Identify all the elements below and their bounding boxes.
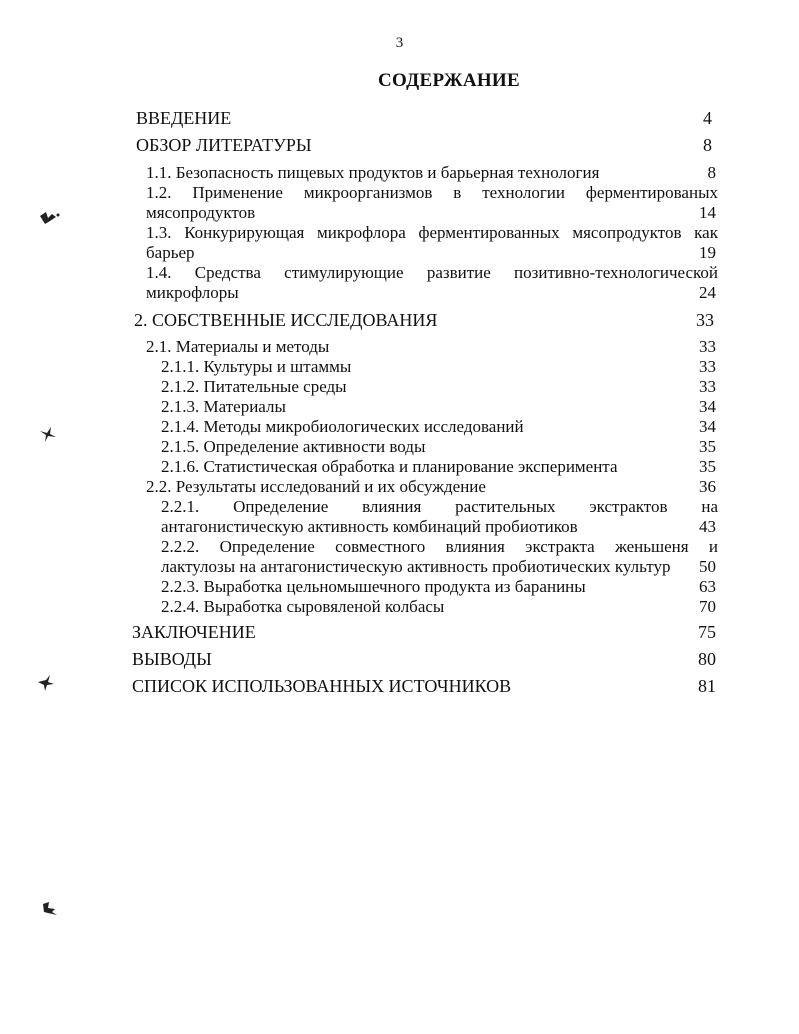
toc-entry-2-2-1-line1: 2.2.1. Определение влияния растительных экстрактов на — [161, 497, 718, 516]
toc-page-2-1-3: 34 — [699, 397, 716, 416]
toc-entry-2-2: 2.2. Результаты исследований и их обсуждение — [146, 477, 486, 496]
toc-page-intro: 4 — [703, 108, 712, 128]
toc-page-2-2-2: 50 — [699, 557, 716, 576]
page-number: 3 — [395, 35, 404, 51]
toc-entry-2-2-3: 2.2.3. Выработка цельномышечного продукта из баранины — [161, 577, 586, 596]
toc-entry-2-1-1: 2.1.1. Культуры и штаммы — [161, 357, 352, 376]
toc-entry-2-1-5: 2.1.5. Определение активности воды — [161, 437, 426, 456]
toc-entry-1-2-line2: мясопродуктов — [146, 203, 256, 222]
toc-entry-1-2-line1: 1.2. Применение микроорганизмов в технологии ферментированых — [146, 183, 718, 202]
toc-entry-2-2-1-line2: антагонистическую активность комбинаций пробиотиков — [161, 517, 578, 536]
toc-entry-1-1: 1.1. Безопасность пищевых продуктов и барьерная технология — [146, 163, 600, 182]
toc-entry-1-3-line1: 1.3. Конкурирующая микрофлора ферментированных мясопродуктов как — [146, 223, 718, 242]
toc-page-1-2: 14 — [699, 203, 716, 222]
toc-page-2-1: 33 — [699, 337, 716, 356]
toc-page-2-1-6: 35 — [699, 457, 716, 476]
toc-entry-2-1: 2.1. Материалы и методы — [146, 337, 330, 356]
toc-page-1-4: 24 — [699, 283, 716, 302]
toc-entry-1-4-line2: микрофлоры — [146, 283, 239, 302]
toc-page-review: 8 — [703, 135, 712, 155]
toc-page-own-research: 33 — [696, 310, 714, 330]
punch-hole-mark-icon — [36, 674, 56, 692]
toc-page-conclusion: 75 — [698, 622, 716, 642]
page-title: СОДЕРЖАНИЕ — [378, 70, 520, 91]
toc-page-2-1-5: 35 — [699, 437, 716, 456]
toc-entry-2-2-2-line1: 2.2.2. Определение совместного влияния экстракта женьшеня и — [161, 537, 718, 556]
toc-entry-2-1-2: 2.1.2. Питательные среды — [161, 377, 347, 396]
toc-entry-1-4-line1: 1.4. Средства стимулирующие развитие позитивно-технологической — [146, 263, 718, 282]
toc-entry-2-1-4: 2.1.4. Методы микробиологических исследований — [161, 417, 524, 436]
toc-page-2-1-4: 34 — [699, 417, 716, 436]
toc-page-2-2-3: 63 — [699, 577, 716, 596]
toc-entry-2-2-4: 2.2.4. Выработка сыровяленой колбасы — [161, 597, 445, 616]
toc-entry-conclusion: ЗАКЛЮЧЕНИЕ — [132, 622, 256, 642]
toc-entry-1-3-line2: барьер — [146, 243, 195, 262]
toc-page-2-1-1: 33 — [699, 357, 716, 376]
toc-page-1-1: 8 — [707, 163, 716, 182]
toc-page-findings: 80 — [698, 649, 716, 669]
toc-entry-findings: ВЫВОДЫ — [132, 649, 212, 669]
toc-page-2-2-4: 70 — [699, 597, 716, 616]
toc-entry-own-research: 2. СОБСТВЕННЫЕ ИССЛЕДОВАНИЯ — [134, 310, 438, 330]
toc-page-2-2-1: 43 — [699, 517, 716, 536]
toc-page-1-3: 19 — [699, 243, 716, 262]
toc-entry-sources: СПИСОК ИСПОЛЬЗОВАННЫХ ИСТОЧНИКОВ — [132, 676, 512, 696]
punch-hole-mark-icon — [38, 425, 58, 443]
toc-entry-intro: ВВЕДЕНИЕ — [136, 108, 232, 128]
toc-entry-2-1-3: 2.1.3. Материалы — [161, 397, 286, 416]
toc-entry-review: ОБЗОР ЛИТЕРАТУРЫ — [136, 135, 312, 155]
toc-entry-2-2-2-line2: лактулозы на антагонистическую активность пробиотических культур — [161, 557, 671, 576]
toc-page-sources: 81 — [698, 676, 716, 696]
toc-page-2-2: 36 — [699, 477, 716, 496]
punch-hole-mark-icon — [40, 900, 60, 918]
toc-entry-2-1-6: 2.1.6. Статистическая обработка и планирование эксперимента — [161, 457, 618, 476]
toc-page-2-1-2: 33 — [699, 377, 716, 396]
punch-hole-mark-icon — [38, 208, 62, 228]
